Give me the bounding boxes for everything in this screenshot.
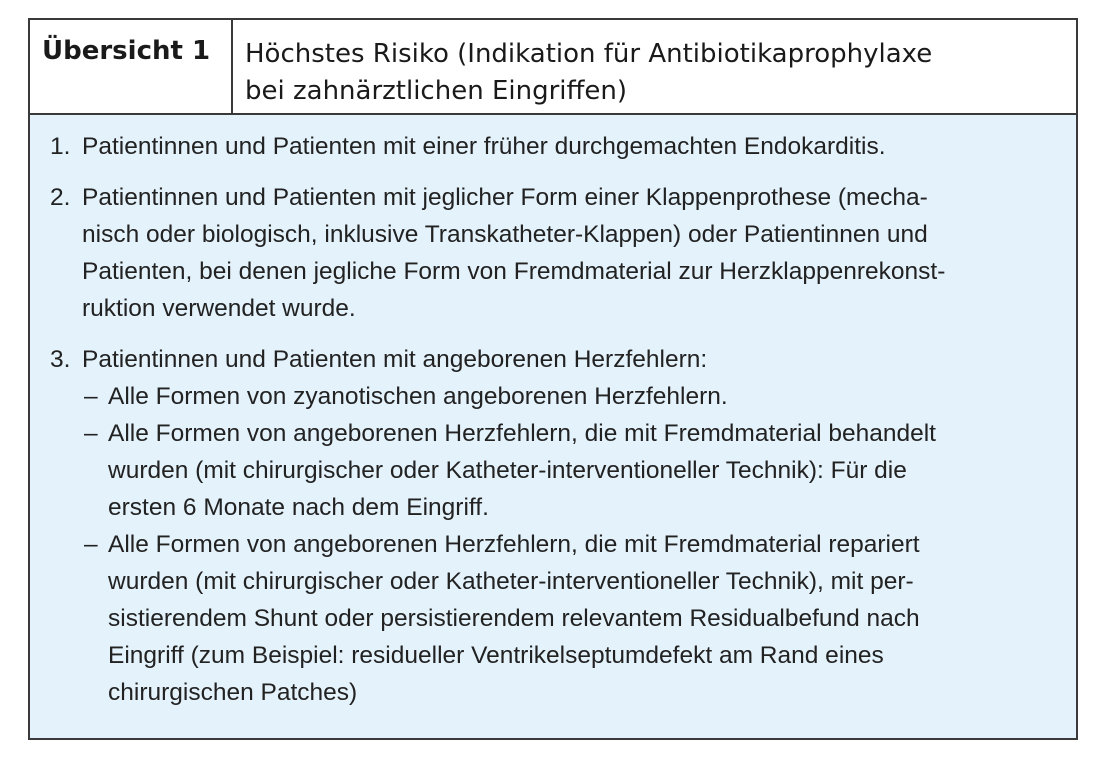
list-item [50,179,1056,327]
item-text-line: nisch oder biologisch, inklusive Transkatheter-Klappen) oder Patientinnen und [82,221,928,248]
sub-item-dash: – [84,420,98,447]
sub-item-text-line: wurden (mit chirurgischer oder Katheter-interventioneller Technik), mit per- [108,568,914,595]
overview-content [30,115,1076,738]
sub-item-text-line: Alle Formen von angeborenen Herzfehlern, die mit Fremdmaterial behandelt [108,420,936,447]
title-line: Höchstes Risiko (Indikation für Antibiotikaprophylaxe [245,39,933,69]
overview-title [245,36,1045,110]
item-number: 1. [50,133,71,160]
overview-label: Übersicht 1 [30,20,233,113]
sub-item-text-line: Alle Formen von angeborenen Herzfehlern, die mit Fremdmaterial repariert [108,531,920,558]
sub-item-dash: – [84,531,98,558]
list-item [50,341,1056,711]
item-text-line: Patientinnen und Patienten mit angeborenen Herzfehlern: [82,346,708,373]
sub-item-text-line: ersten 6 Monate nach dem Eingriff. [108,494,489,521]
sub-item-text-line: Eingriff (zum Beispiel: residueller Ventrikelseptumdefekt am Rand eines [108,642,884,669]
overview-header [30,20,1076,115]
sub-item-dash: – [84,383,98,410]
sub-item-text-line: Alle Formen von zyanotischen angeborenen Herzfehlern. [108,383,728,410]
item-text-line: Patienten, bei denen jegliche Form von Fremdmaterial zur Herzklappenrekonst- [82,258,946,285]
sub-list-item [84,526,1056,711]
list-item [50,128,1056,165]
sub-list-item [84,415,1056,526]
item-number: 2. [50,184,71,211]
sub-item-text-line: chirurgischen Patches) [108,679,358,706]
item-text-line: ruktion verwendet wurde. [82,295,356,322]
sub-item-text-line: sistierendem Shunt oder persistierendem relevantem Residualbefund nach [108,605,920,632]
sub-list-item [84,378,1056,415]
sub-item-text-line: wurden (mit chirurgischer oder Katheter-interventioneller Technik): Für die [108,457,907,484]
overview-box [28,18,1078,740]
title-line: bei zahnärztlichen Eingriffen) [245,76,628,106]
item-text-line: Patientinnen und Patienten mit einer früher durchgemachten Endokarditis. [82,133,886,160]
item-number: 3. [50,346,71,373]
item-text-line: Patientinnen und Patienten mit jeglicher Form einer Klappenprothese (mecha- [82,184,928,211]
